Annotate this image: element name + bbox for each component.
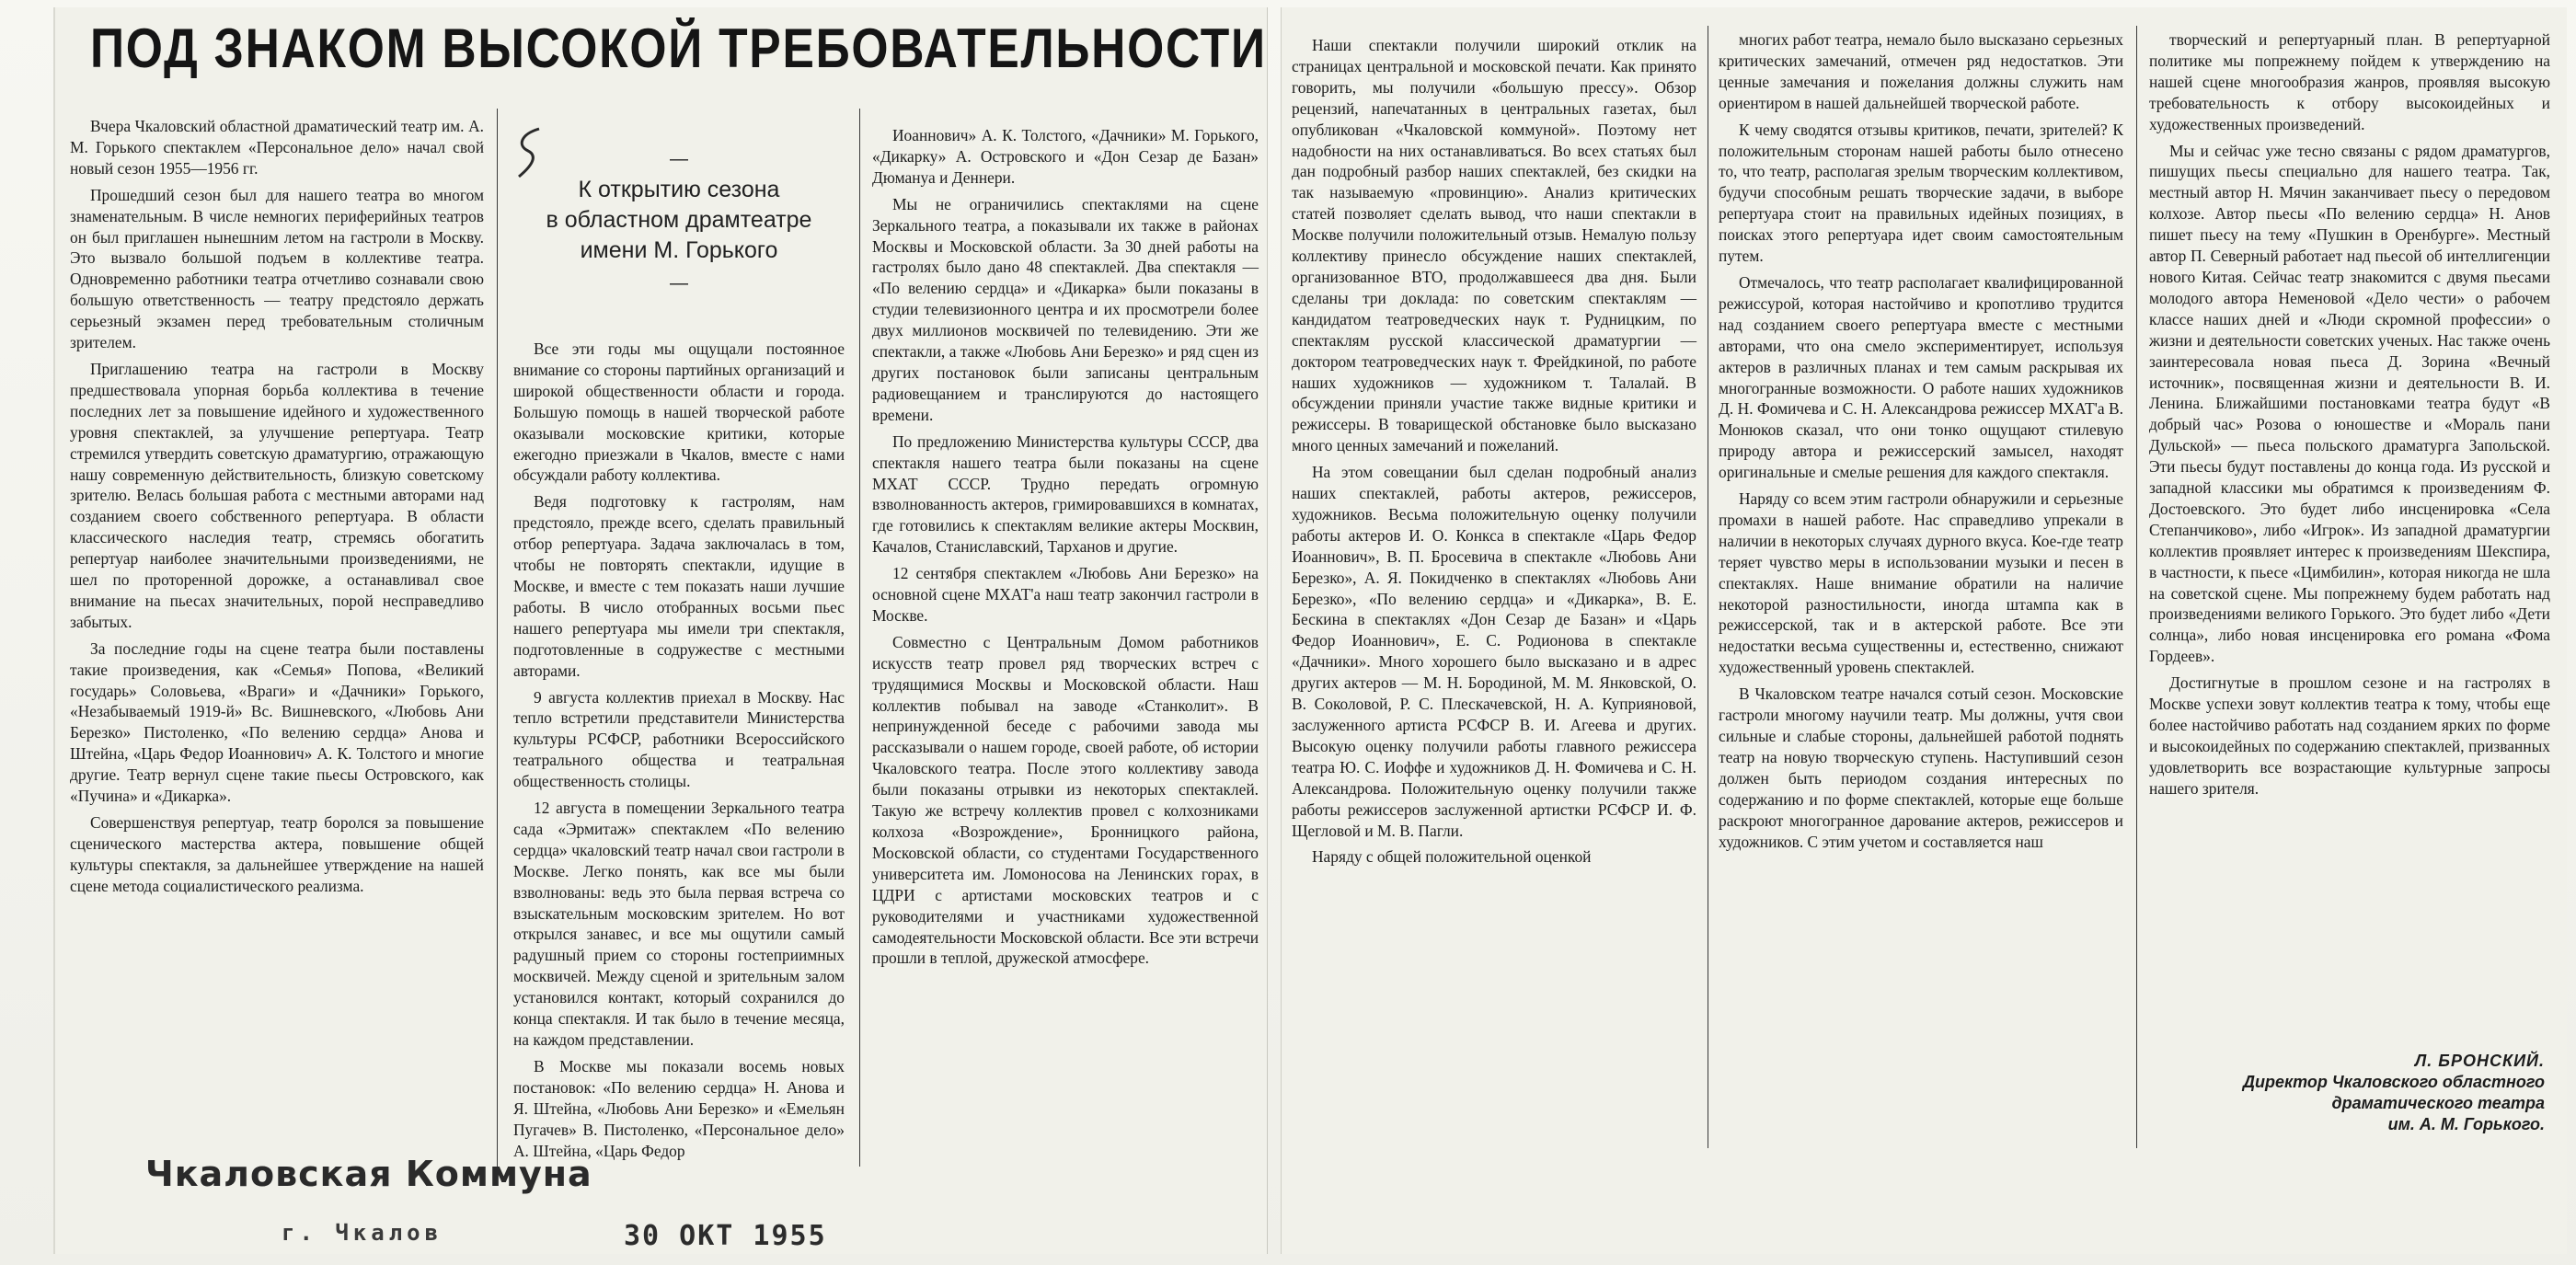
right-clipping <box>1281 7 2567 1254</box>
paragraph: Вчера Чкаловский областной драматический театр им. А. М. Горького спектаклем «Персональное дело» начал свой новый сезон 1955—1956 гг. <box>70 117 484 178</box>
column-divider <box>859 109 860 1167</box>
column-1 <box>70 116 484 897</box>
paragraph: Приглашению театра на гастроли в Москву предшествовала упорная борьба коллектива в течение последних лет за повышение идейного и художественного уровня спектаклей, за улучшение репертуара. Театр стремился утвердить советскую драматургию, отражающую нашу современную действительность, близкую советскому зрителю. Велась большая работа с местными авторами над созданием своего собственного репертуара. В области классического наследия театр, стремясь обогатить репертуар наиболее значительными произведениями, не шел по проторенной дорожке, а останавливал свое внимание на пьесах значительных, порой несправедливо забытых. <box>70 359 484 631</box>
column-6 <box>2149 29 2550 799</box>
paragraph: Достигнутые в прошлом сезоне и на гастролях в Москве успехи зовут коллектив театра к тому, чтобы еще более настойчиво работать над созданием ярких по форме и высокоидейных по содержанию спектаклей, призванных удовлетворить все возрастающие культурные запросы нашего зрителя. <box>2149 673 2550 798</box>
paragraph: многих работ театра, немало было высказано серьезных критических замечаний, отмечен ряд недостатков. Эти ценные замечания и пожелания должны служить нам ориентиром в нашей дальнейшей творческой работе. <box>1719 30 2123 112</box>
paragraph: Мы не ограничились спектаклями на сцене Зеркального театра, а показывали их также в районах Москвы и Московской области. За 30 дней работы на гастролях было дано 48 спектаклей. Два спектакля — «По велению сердца» и «Дикарка» были показаны в студии телевизионного центра и их просмотрели более двух миллионов москвичей по телевидению. Эти же спектакли, а также «Любовь Ани Березко» и ряд сцен из других постановок были записаны центральным радиовещанием и транслируются до настоящего времени. <box>872 194 1259 424</box>
column-2 <box>513 339 845 1161</box>
paragraph: За последние годы на сцене театра были поставлены такие произведения, как «Семья» Попова, «Великий государь» Соловьева, «Враги» и «Дачники» Горького, «Незабываемый 1919-й» Вс. Вишневского, «Любовь Ани Березко» Пистоленко, «По велению сердца» Анова и Штейна, «Царь Федор Иоаннович» А. К. Толстого и многие другие. Театр вернул сцене такие пьесы Островского, как «Пучина» и «Дикарка». <box>70 638 484 806</box>
paragraph: Ведя подготовку к гастролям, нам предстояло, прежде всего, сделать правильный отбор репертуара. Задача заключалась в том, чтобы не повторять спектакли, идущие в Москве, и вместе с тем показать наши лучшие работы. В число отобранных восьми пьес нашего репертуара мы имели три спектакля, подготовленные в содружестве с местными авторами. <box>513 492 845 680</box>
city-stamp: г. Чкалов <box>282 1220 443 1246</box>
author-title-line: им. А. М. Горького. <box>2387 1115 2545 1133</box>
author-signature <box>2149 1051 2545 1135</box>
subhead-dash-bottom: — <box>670 273 688 293</box>
paragraph: творческий и репертуарный план. В репертуарной политике мы попрежнему пойдем к утверждению на нашей сцене многообразия жанров, проявляя высокую требовательность к отбору высокоидейных и художественных произведений. <box>2149 30 2550 133</box>
author-title-line: Директор Чкаловского областного <box>2242 1073 2545 1091</box>
paragraph: Все эти годы мы ощущали постоянное внимание со стороны партийных организаций и широкой общественности области и города. Большую помощь в нашей творческой работе оказывали московские критики, которые ежегодно приезжали в Чкалов, вместе с нами обсуждали работу коллектива. <box>513 339 845 485</box>
paragraph: В Москве мы показали восемь новых постановок: «По велению сердца» Н. Анова и Я. Штейна, «Любовь Ани Березко» и «Емельян Пугачев» В. Пистоленко, «Персональное дело» А. Штейна, «Царь Федор <box>513 1056 845 1160</box>
paragraph: К чему сводятся отзывы критиков, печати, зрителей? К положительным сторонам нашей работы было отнесено то, что театр, располагая зрелым творческим коллективом, будучи способным решать творческие задачи, в выборе репертуара стоит на правильных идейных позициях, в поисках этого репертуара идет своим самостоятельным путем. <box>1719 120 2123 266</box>
paragraph: Иоаннович» А. К. Толстого, «Дачники» М. Горького, «Дикарку» А. Островского и «Дон Сезар де Базан» Дюмануа и Деннери. <box>872 126 1259 187</box>
paragraph: Совершенствуя репертуар, театр боролся за повышение сценического мастерства актера, повышение общей культуры спектакля, за дальнейшее утверждение на нашей сцене метода социалистического реализма. <box>70 813 484 895</box>
paragraph: В Чкаловском театре начался сотый сезон. Московские гастроли многому научили театр. Мы должны, учтя свои сильные и слабые стороны, дальнейшей работой поднять театр на новую творческую ступень. Наступивший сезон должен быть периодом создания интересных по содержанию и по форме спектаклей, которые еще больше раскроют многогранное дарование актеров, режиссеров и художников. С этим учетом и составляется наш <box>1719 684 2123 851</box>
column-5 <box>1719 29 2123 852</box>
paragraph: На этом совещании был сделан подробный анализ наших спектаклей, работы актеров, режиссеров, художников. Весьма положительную оценку получили работы актеров И. О. Конкса в спектакле «Царь Федор Иоаннович», В. П. Бросевича в спектакле «Любовь Ани Березко», А. Я. Покидченко в спектаклях «Любовь Ани Березко», «По велению сердца» и «Дикарка», В. Е. Бескина в спектаклях «Дон Сезар де Базан» и «Царь Федор Иоаннович», Е. С. Родионова в спектакле «Дачники». Много хорошего было высказано и в адрес других актеров — М. Н. Бородиной, М. М. Янковской, О. В. Соколовой, Р. С. Плескачевской, Н. А. Куприяновой, заслуженного артиста РСФСР В. И. Агеева и других. Высокую оценку получили работы главного режиссера театра Ю. С. Иоффе и художников Д. Н. Фомичева и С. Н. Александрова. Положительную оценку получили также работы режиссеров заслуженной артистки РСФСР И. Ф. Щегловой и М. В. Пагли. <box>1292 463 1696 840</box>
subheadline <box>513 151 845 292</box>
subhead-line: имени М. Горького <box>580 237 778 263</box>
paragraph: Мы и сейчас уже тесно связаны с рядом драматургов, пишущих пьесы специально для нашего театра. Так, местный автор Н. Мячин заканчивает пьесу о передовом колхозе. Автор пьесы «По велению сердца» Н. Анов пишет пьесу на тему «Пушкин в Оренбурге». Местный автор П. Северный работает над пьесой об интеллигенции нового Китая. Сейчас театр знакомится с двумя пьесами молодого автора Неменовой «Дело чести» о рабочем классе наших дней и «Люди скромной профессии» о жизни и деятельности советских ученых. Нас также очень заинтересовала новая пьеса Д. Зорина «Вечный источник», посвященная жизни и деятельности В. И. Ленина. Ближайшими постановками театра будут «В добрый час» Розова о юношестве и «Мораль пани Дульской» — пьеса польского драматурга Запольской. Эти пьесы будут поставлены до конца года. Из русской и западной классики мы обратимся к произведениям Ф. Достоевского. Это будет либо инсценировка «Села Степанчиково», либо «Игрок». Из западной драматургии коллектив проявляет интерес к произведениям Шекспира, в частности, к пьесе «Цимбилин», которая никогда не шла на советской сцене. Мы попрежнему будем работать над произведениями великого Горького. Это будет либо «Дети солнца», либо новая инсценировка его романа «Фома Гордеев». <box>2149 141 2550 666</box>
left-clipping <box>53 7 1268 1254</box>
paragraph: По предложению Министерства культуры СССР, два спектакля нашего театра были показаны на сцене МХАТ СССР. Трудно передать огромную взволнованность актеров, гримировавшихся в комнатах, где готовились к спектаклям великие актеры Москвин, Качалов, Станиславский, Тарханов и другие. <box>872 431 1259 557</box>
paragraph: Отмечалось, что театр располагает квалифицированной режиссурой, которая настойчиво и кропотливо трудится над созданием своего репертуара вместе с местными авторами, что она смело экспериментирует, используя актеров в различных планах и тем самым раскрывая их многогранные возможности. О работе наших художников Д. Н. Фомичева и С. Н. Александрова режиссер МХАТ'а В. Монюков сказал, что они тонко ощущают стилевую природу автора и режиссерский замысел, находят оригинальные и смелые решения для каждого спектакля. <box>1719 272 2123 482</box>
author-name: Л. БРОНСКИЙ. <box>2414 1052 2545 1070</box>
subhead-line: в областном драмтеатре <box>546 207 812 233</box>
paragraph: Наши спектакли получили широкий отклик на страницах центральной и московской печати. Как принято говорить, мы получили «большую прессу». Обзор рецензий, напечатанных в центральных газетах, был опубликован «Чкаловской коммуной». Поэтому нет надобности на них останавливаться. Во всех статьях был дан подробный разбор наших спектаклей, без скидки на так называемую «провинцию». Анализ критических статей позволяет сделать вывод, что наши спектакли в Москве получили положительный отзыв. Немалую пользу коллективу принесло обсуждение наших спектаклей, организованное ВТО, продолжавшееся два дня. Были сделаны три доклада: по советским спектаклям — кандидатом театроведческих наук т. Рудницким, по спектаклям русской классической драматургии — доктором театроведческих наук т. Фрейдкиной, по работе наших художников — художником т. Талалай. В обсуждении приняли участие также видные критики и режиссеры. В товарищеской обстановке было высказано много ценных замечаний и пожеланий. <box>1292 36 1696 455</box>
paragraph: Совместно с Центральным Домом работников искусств театр провел ряд творческих встреч с трудящимися Москвы и Московской области. Наш коллектив побывал на заводе «Станколит». В непринужденной беседе с рабочими завода мы рассказывали о нашем городе, своей работе, об истории Чкаловского театра. После этого коллективу завода были показаны отрывки из некоторых спектаклей. Такую же встречу коллектив провел с колхозниками колхоза «Возрождение», Бронницкого района, Московской области, со студентами Государственного университета им. Ломоносова на Ленинских горах, в ЦДРИ с артистами московских театров и с руководителями и участниками художественной самодеятельности Московской области. Все эти встречи прошли в теплой, дружеской атмосфере. <box>872 632 1259 968</box>
paragraph: 12 августа в помещении Зеркального театра сада «Эрмитаж» спектаклем «По велению сердца» чкаловский театр начал свои гастроли в Москве. Легко понять, как все мы были взволнованы: ведь это была первая встреча со взыскательным московским зрителем. Но вот открылся занавес, и все мы ощутили самый радушный прием со стороны гостеприимных москвичей. Между сценой и зрительным залом установился контакт, который сохранился до конца спектакля. И так было в течение месяца, на каждом представлении. <box>513 799 845 1049</box>
date-stamp: 30 ОКТ 1955 <box>624 1220 827 1252</box>
newspaper-stamp: Чкаловская Коммуна <box>145 1154 592 1194</box>
paragraph: Прошедший сезон был для нашего театра во многом знаменательным. В числе немногих периферийных театров он был приглашен нынешним летом на гастроли в Москву. Это вызвало большой подъем в коллективе театра. Одновременно работники театра отчетливо сознавали свою большую ответственность — театру предстояло держать серьезный экзамен перед требовательным столичным зрителем. <box>70 185 484 352</box>
paragraph: Наряду с общей положительной оценкой <box>1312 847 1592 867</box>
column-divider <box>497 109 498 1167</box>
author-title-line: драматического театра <box>2331 1094 2545 1112</box>
subhead-dash-top: — <box>670 149 688 169</box>
subhead-line: К открытию сезона <box>578 177 780 202</box>
paragraph: 12 сентября спектаклем «Любовь Ани Березко» на основной сцене МХАТ'а наш театр закончил гастроли в Москве. <box>872 564 1259 625</box>
headline: ПОД ЗНАКОМ ВЫСОКОЙ ТРЕБОВАТЕЛЬНОСТИ <box>90 17 1267 79</box>
paragraph: Наряду со всем этим гастроли обнаружили и серьезные промахи в нашей работе. Нас справедливо упрекали в наличии в некоторых случаях дурного вкуса. Кое-где театр теряет чувство меры в использовании музыки и песен в спектаклях. Наше внимание обратили на наличие некоторой разностильности, иногда штампа как в режиссерской, так и в актерской работе. Все эти недостатки весьма существенны и, естественно, снижают художественный уровень спектаклей. <box>1719 489 2123 677</box>
column-4 <box>1292 35 1696 868</box>
column-3 <box>872 125 1259 969</box>
paragraph: 9 августа коллектив приехал в Москву. Нас тепло встретили представители Министерства культуры РСФСР, работники Всероссийского театрального общества и театральная общественность столицы. <box>513 687 845 791</box>
column-divider <box>2136 26 2137 1148</box>
